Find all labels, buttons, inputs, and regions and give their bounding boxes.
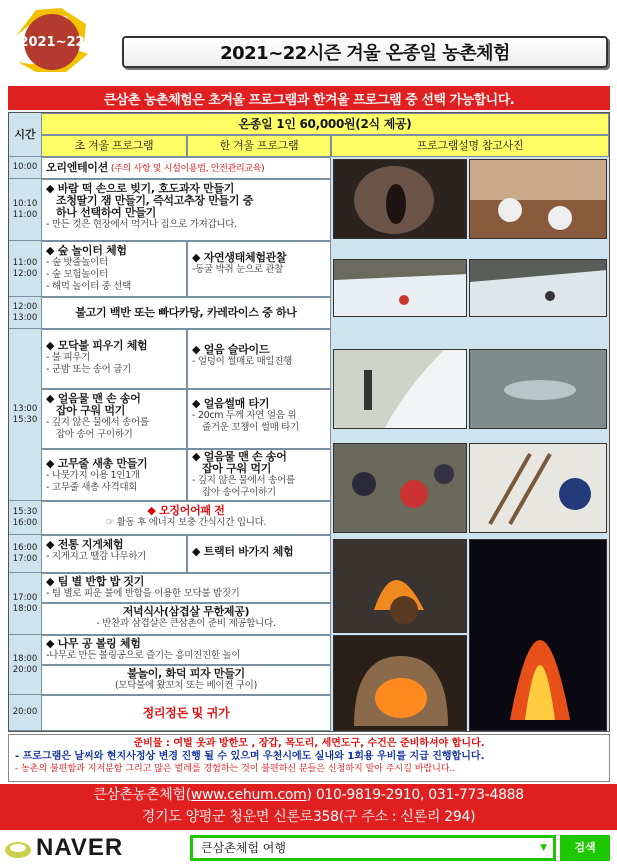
search-input[interactable] <box>190 835 556 861</box>
campfire-title: ◆ 모닥불 피우기 체험 <box>46 339 148 352</box>
orientation-row <box>41 157 331 179</box>
trout-item-2a: - 깊지 않은 물에서 송어를 <box>192 475 295 486</box>
ice-slide-cell <box>187 329 331 389</box>
cooking-row <box>41 179 331 241</box>
trout-photo <box>469 349 607 429</box>
campfire-item-2: - 군밤 또는 송어 굽기 <box>46 364 132 375</box>
season-badge <box>6 6 98 74</box>
time-1530: 15:30 16:00 <box>9 501 41 535</box>
trout-title-1b: 잡아 구워 먹기 <box>56 404 126 417</box>
slingshot-item-2: - 고무줄 새총 사격대회 <box>46 482 138 493</box>
note-1: - 프로그램은 날씨와 현지사정상 변경 진행 될 수 있으며 우천시에도 실내와 1회용 우비를 지급 진행합니다. <box>15 751 485 762</box>
rice-item: - 팀 별로 피운 불에 반합을 이용한 모닥불 밥짓기 <box>46 588 240 599</box>
rice-title: ◆ 팀 별 반합 밥 짓기 <box>46 575 145 588</box>
header <box>0 0 617 82</box>
time-1010: 10:10 11:00 <box>9 179 41 241</box>
time-header: 시간 <box>9 113 41 157</box>
trout-item-1b: 잡아 송어 구이하기 <box>56 429 133 440</box>
forest-title: ◆ 숲 놀이터 체험 <box>46 244 127 257</box>
slingshot-photo <box>333 443 467 533</box>
cooking-line-3: 하나 선택하여 만들기 <box>56 206 156 219</box>
col-photos: 프로그램설명 참고사진 <box>331 135 609 157</box>
time-1800: 18:00 20:00 <box>9 635 41 695</box>
chevron-down-icon[interactable]: ▼ <box>540 843 547 853</box>
ice-sled-item-2: 줄거운 꼬챙이 썰매 타기 <box>202 422 299 433</box>
orientation-title: 오리엔테이션 <box>46 161 108 174</box>
forest-item-3: - 해먹 놀이터 중 선택 <box>46 281 132 292</box>
page-title: 2021~22시즌 겨울 온종일 농촌체험 <box>122 36 608 68</box>
cooking-line-1: ◆ 바람 떡 손으로 빚기, 호도과자 만들기 <box>46 182 235 195</box>
eco-cell <box>187 241 331 297</box>
naver-logo: NAVER <box>36 834 124 861</box>
cave-bat-photo <box>333 159 467 239</box>
cooking-line-2: 조청딸기 잼 만들기, 즉석고추장 만들기 중 <box>56 194 254 207</box>
slingshot-title: ◆ 고무줄 새총 만들기 <box>46 457 148 470</box>
orientation-note: (주의 사항 및 시설이용법, 안전관리교육) <box>110 164 265 174</box>
trout-title-2b: 잡아 구워 먹기 <box>202 462 272 475</box>
bowling-cell <box>41 635 331 665</box>
snack-note: ☞ 활동 후 에너지 보충 간식시간 입니다. <box>105 517 267 528</box>
jige-item: - 지게지고 땔감 나무하기 <box>46 551 147 562</box>
note-2: - 농촌의 불편함과 지저분함 그리고 많은 벌레를 경험하는 것이 불편하신 분들은 신청하지 말아 주시길 바랍니다.. <box>15 764 456 774</box>
forest-item-1: - 숲 밧줄놀이터 <box>46 257 108 268</box>
pizza-title: 불놀이, 화덕 피자 만들기 <box>127 667 245 680</box>
naver-search-bar <box>0 832 617 865</box>
forest-playground-cell <box>41 241 187 297</box>
ice-sled-item-1: - 20cm 두께 자연 얼음 위 <box>192 410 297 421</box>
ice-sled-title: ◆ 얼음썰매 타기 <box>192 397 270 410</box>
jige-photo <box>469 443 607 533</box>
contact-footer <box>0 784 617 830</box>
subtitle-banner: 큰삼촌 농촌체험은 초겨울 프로그램과 한겨울 프로그램 중 선택 가능합니다. <box>8 86 610 110</box>
time-1100: 11:00 12:00 <box>9 241 41 297</box>
bonfire-photo <box>469 539 607 731</box>
price-cell: 온종일 1인 60,000원(2식 제공) <box>41 113 609 135</box>
lunch-row: 불고기 백반 또는 빠다카탕, 카레라이스 중 하나 <box>41 297 331 329</box>
cooking-photo <box>469 159 607 239</box>
pizza-cell <box>41 665 331 695</box>
trout-cell-1 <box>41 389 187 449</box>
time-1300: 13:00 15:30 <box>9 329 41 501</box>
forest-item-2: - 숲 모험놀이터 <box>46 269 108 280</box>
bowling-item: -나무로 만든 볼링공으로 즐기는 흥미진진한 놀이 <box>46 650 241 661</box>
trout-cell-2 <box>187 449 331 501</box>
search-query: 큰삼촌체험 여행 <box>201 841 286 855</box>
schedule-table <box>8 112 610 732</box>
badge-text: 2021~22 <box>19 35 85 50</box>
pizza-oven-photo <box>333 635 467 731</box>
time-1700: 17:00 18:00 <box>9 573 41 635</box>
snow-sled-photo <box>469 259 607 317</box>
dinner-title: 저녁식사(삼겹살 무한제공) <box>122 605 250 618</box>
eco-title: ◆ 자연생태체험관찰 <box>192 251 287 264</box>
rice-cooking-cell <box>41 573 331 603</box>
col-early-winter: 초 겨울 프로그램 <box>41 135 187 157</box>
time-1200: 12:00 13:00 <box>9 297 41 329</box>
campfire-item-1: - 불 피우기 <box>46 352 91 363</box>
snow-forest-photo <box>333 259 467 317</box>
campfire-cell <box>41 329 187 389</box>
slingshot-item-1: - 나뭇가지 이용 1인1개 <box>46 470 140 481</box>
trout-item-1a: - 깊지 않은 물에서 송어를 <box>46 417 149 428</box>
jige-cell <box>41 535 187 573</box>
website-link[interactable]: www.cehum.com <box>190 787 307 803</box>
pizza-note: (모닥불에 왔꼬치 또는 베이컨 구이) <box>115 680 257 691</box>
departure-row: 정리정돈 및 귀가 <box>41 695 331 731</box>
dinner-cell <box>41 603 331 635</box>
trout-item-2b: 잡아 송어구이하기 <box>202 487 276 498</box>
squid-game-row <box>41 501 331 535</box>
search-button[interactable]: 검색 <box>560 835 610 861</box>
col-mid-winter: 한 겨울 프로그램 <box>187 135 331 157</box>
ice-slide-item: - 얼덩이 썰매로 매일진행 <box>192 356 293 367</box>
bowling-title: ◆ 나무 공 볼링 체험 <box>46 637 141 650</box>
business-name: 큰삼촌농촌체험( <box>93 787 191 803</box>
ice-sled-cell <box>187 389 331 449</box>
cooking-note: - 만든 것은 현장에서 먹거나 집으로 가져갑니다. <box>46 219 237 230</box>
trout-title-1: ◆ 얼음물 맨 손 송어 <box>46 392 141 405</box>
slingshot-cell <box>41 449 187 501</box>
jige-title: ◆ 전통 지게체험 <box>46 538 124 551</box>
time-2000: 20:00 <box>9 695 41 731</box>
time-1000: 10:00 <box>9 157 41 179</box>
ice-slide-title: ◆ 얼음 슬라이드 <box>192 343 270 356</box>
notes-box <box>8 734 610 782</box>
fire-photo <box>333 539 467 633</box>
time-1600: 16:00 17:00 <box>9 535 41 573</box>
dinner-note: - 반찬과 삼겹살은 큰삼촌이 준비 제공합니다. <box>96 618 276 629</box>
prep-note: 준비물 : 여벌 옷과 방한모 , 장갑, 목도리, 세면도구, 수건은 준비하셔야 합니다. <box>133 738 485 749</box>
address: 경기도 양평군 청운면 신론로358(구 주소 : 신론리 294) <box>141 809 476 825</box>
squid-game-title: ◆ 오징어어패 전 <box>147 504 225 517</box>
tractor-cell: ◆ 트랙터 바가지 체험 <box>187 535 331 573</box>
phone-numbers: ) 010-9819-2910, 031-773-4888 <box>306 787 524 803</box>
eco-item: -동굴 박쥐 눈으로 관찰 <box>192 264 284 275</box>
naver-logo-icon <box>4 836 32 860</box>
trout-title-2: ◆ 얼음물 맨 손 송어 <box>192 450 287 463</box>
ice-slide-photo <box>333 349 467 429</box>
